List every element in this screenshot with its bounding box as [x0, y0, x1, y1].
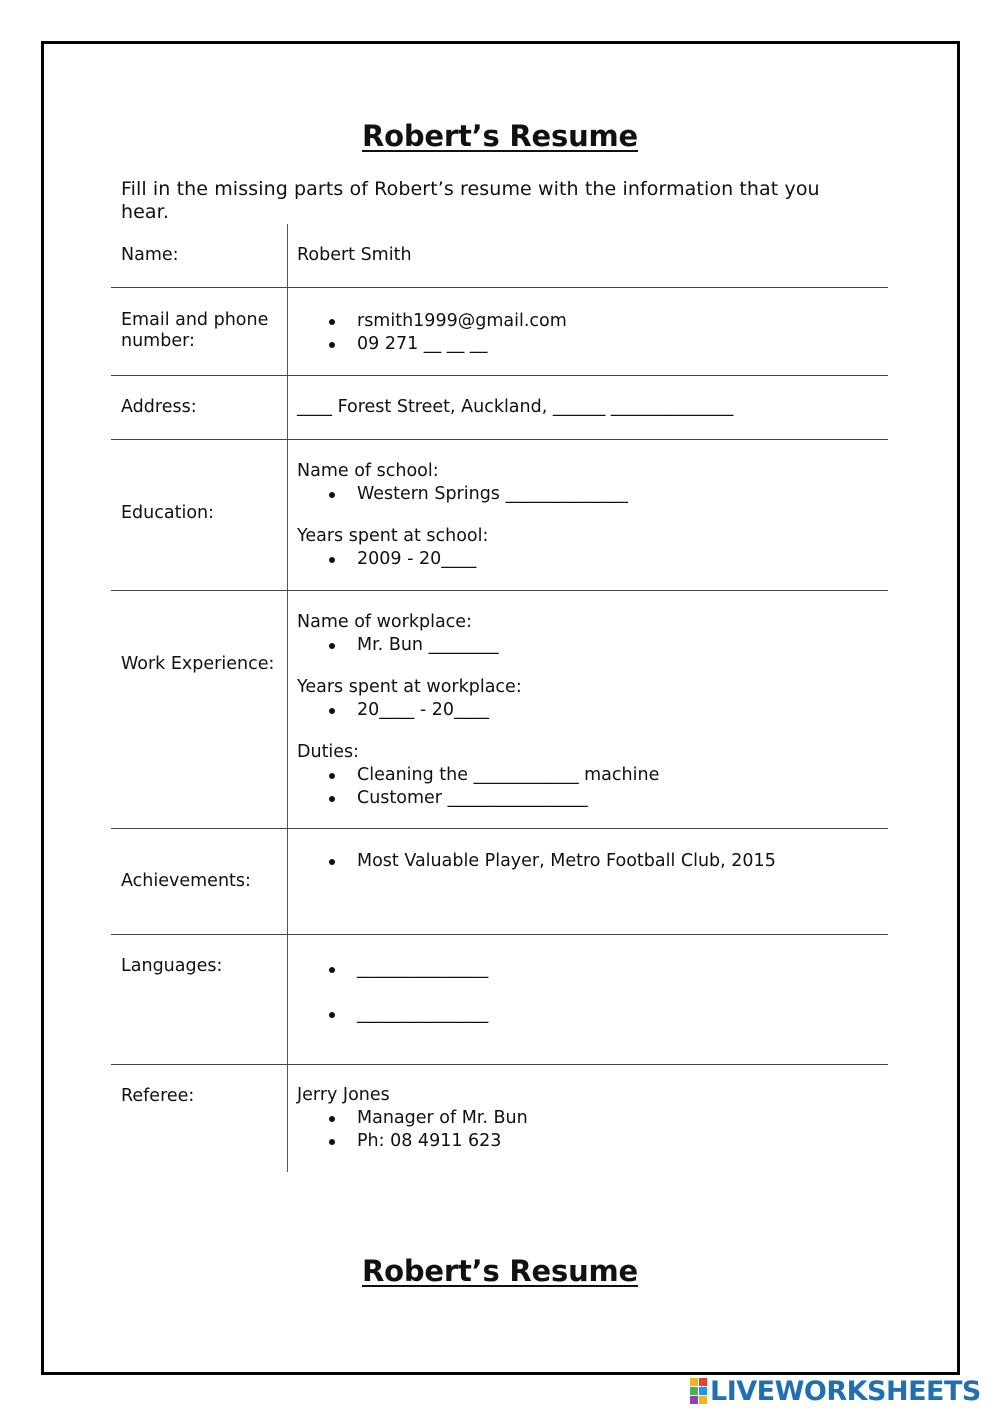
instructions: Fill in the missing parts of Robert’s resume with the information that you hear. — [121, 178, 820, 223]
achievement-item: Most Valuable Player, Metro Football Club, 2015 — [297, 850, 877, 873]
page-title: Robert’s Resume — [361, 119, 638, 153]
school-item[interactable]: Western Springs ______________ — [297, 483, 877, 506]
school-heading: Name of school: — [297, 461, 439, 481]
row-divider — [111, 375, 888, 376]
work-label: Work Experience: — [121, 654, 275, 674]
language-item[interactable]: _______________ — [297, 1003, 877, 1026]
logo-block — [690, 1378, 698, 1386]
row-divider — [111, 1064, 888, 1065]
email-item: rsmith1999@gmail.com — [297, 310, 877, 333]
duty-item[interactable]: Cleaning the ____________ machine — [297, 764, 877, 787]
duty-item[interactable]: Customer ________________ — [297, 787, 877, 810]
logo-block — [690, 1396, 698, 1404]
achievements-cell — [297, 850, 877, 873]
row-divider — [111, 287, 888, 288]
logo-block — [699, 1378, 707, 1386]
row-divider — [111, 828, 888, 829]
school-years-item[interactable]: 2009 - 20____ — [297, 548, 877, 571]
work-cell — [297, 611, 877, 810]
school-years-heading: Years spent at school: — [297, 526, 489, 546]
language-item[interactable]: _______________ — [297, 958, 877, 981]
referee-name: Jerry Jones — [297, 1085, 390, 1105]
brand-text: LIVEWORKSHEETS — [710, 1375, 981, 1407]
referee-cell — [297, 1084, 877, 1153]
work-years-heading: Years spent at workplace: — [297, 677, 522, 697]
liveworksheets-logo — [690, 1376, 981, 1406]
name-value: Robert Smith — [297, 245, 412, 265]
workplace-heading: Name of workplace: — [297, 612, 472, 632]
achievements-label: Achievements: — [121, 871, 251, 891]
row-divider — [111, 934, 888, 935]
languages-label: Languages: — [121, 956, 223, 976]
address-label: Address: — [121, 397, 197, 417]
logo-block — [699, 1387, 707, 1395]
contact-label: Email and phone number: — [121, 310, 269, 351]
duties-heading: Duties: — [297, 742, 360, 762]
referee-item: Manager of Mr. Bun — [297, 1107, 877, 1130]
logo-blocks-icon — [690, 1378, 706, 1404]
education-cell — [297, 460, 877, 571]
phone-item[interactable]: 09 271 __ __ __ — [297, 333, 877, 356]
address-value[interactable]: ____ Forest Street, Auckland, ______ ______________ — [297, 397, 734, 417]
referee-item: Ph: 08 4911 623 — [297, 1130, 877, 1153]
workplace-item[interactable]: Mr. Bun ________ — [297, 634, 877, 657]
footer-title: Robert’s Resume — [361, 1254, 638, 1288]
logo-block — [699, 1396, 707, 1404]
table-column-divider — [287, 224, 288, 1172]
contact-cell — [297, 310, 877, 356]
logo-block — [690, 1387, 698, 1395]
work-years-item[interactable]: 20____ - 20____ — [297, 699, 877, 722]
referee-label: Referee: — [121, 1086, 195, 1106]
name-label: Name: — [121, 245, 179, 265]
row-divider — [111, 590, 888, 591]
row-divider — [111, 439, 888, 440]
languages-cell — [297, 958, 877, 1048]
education-label: Education: — [121, 503, 215, 523]
